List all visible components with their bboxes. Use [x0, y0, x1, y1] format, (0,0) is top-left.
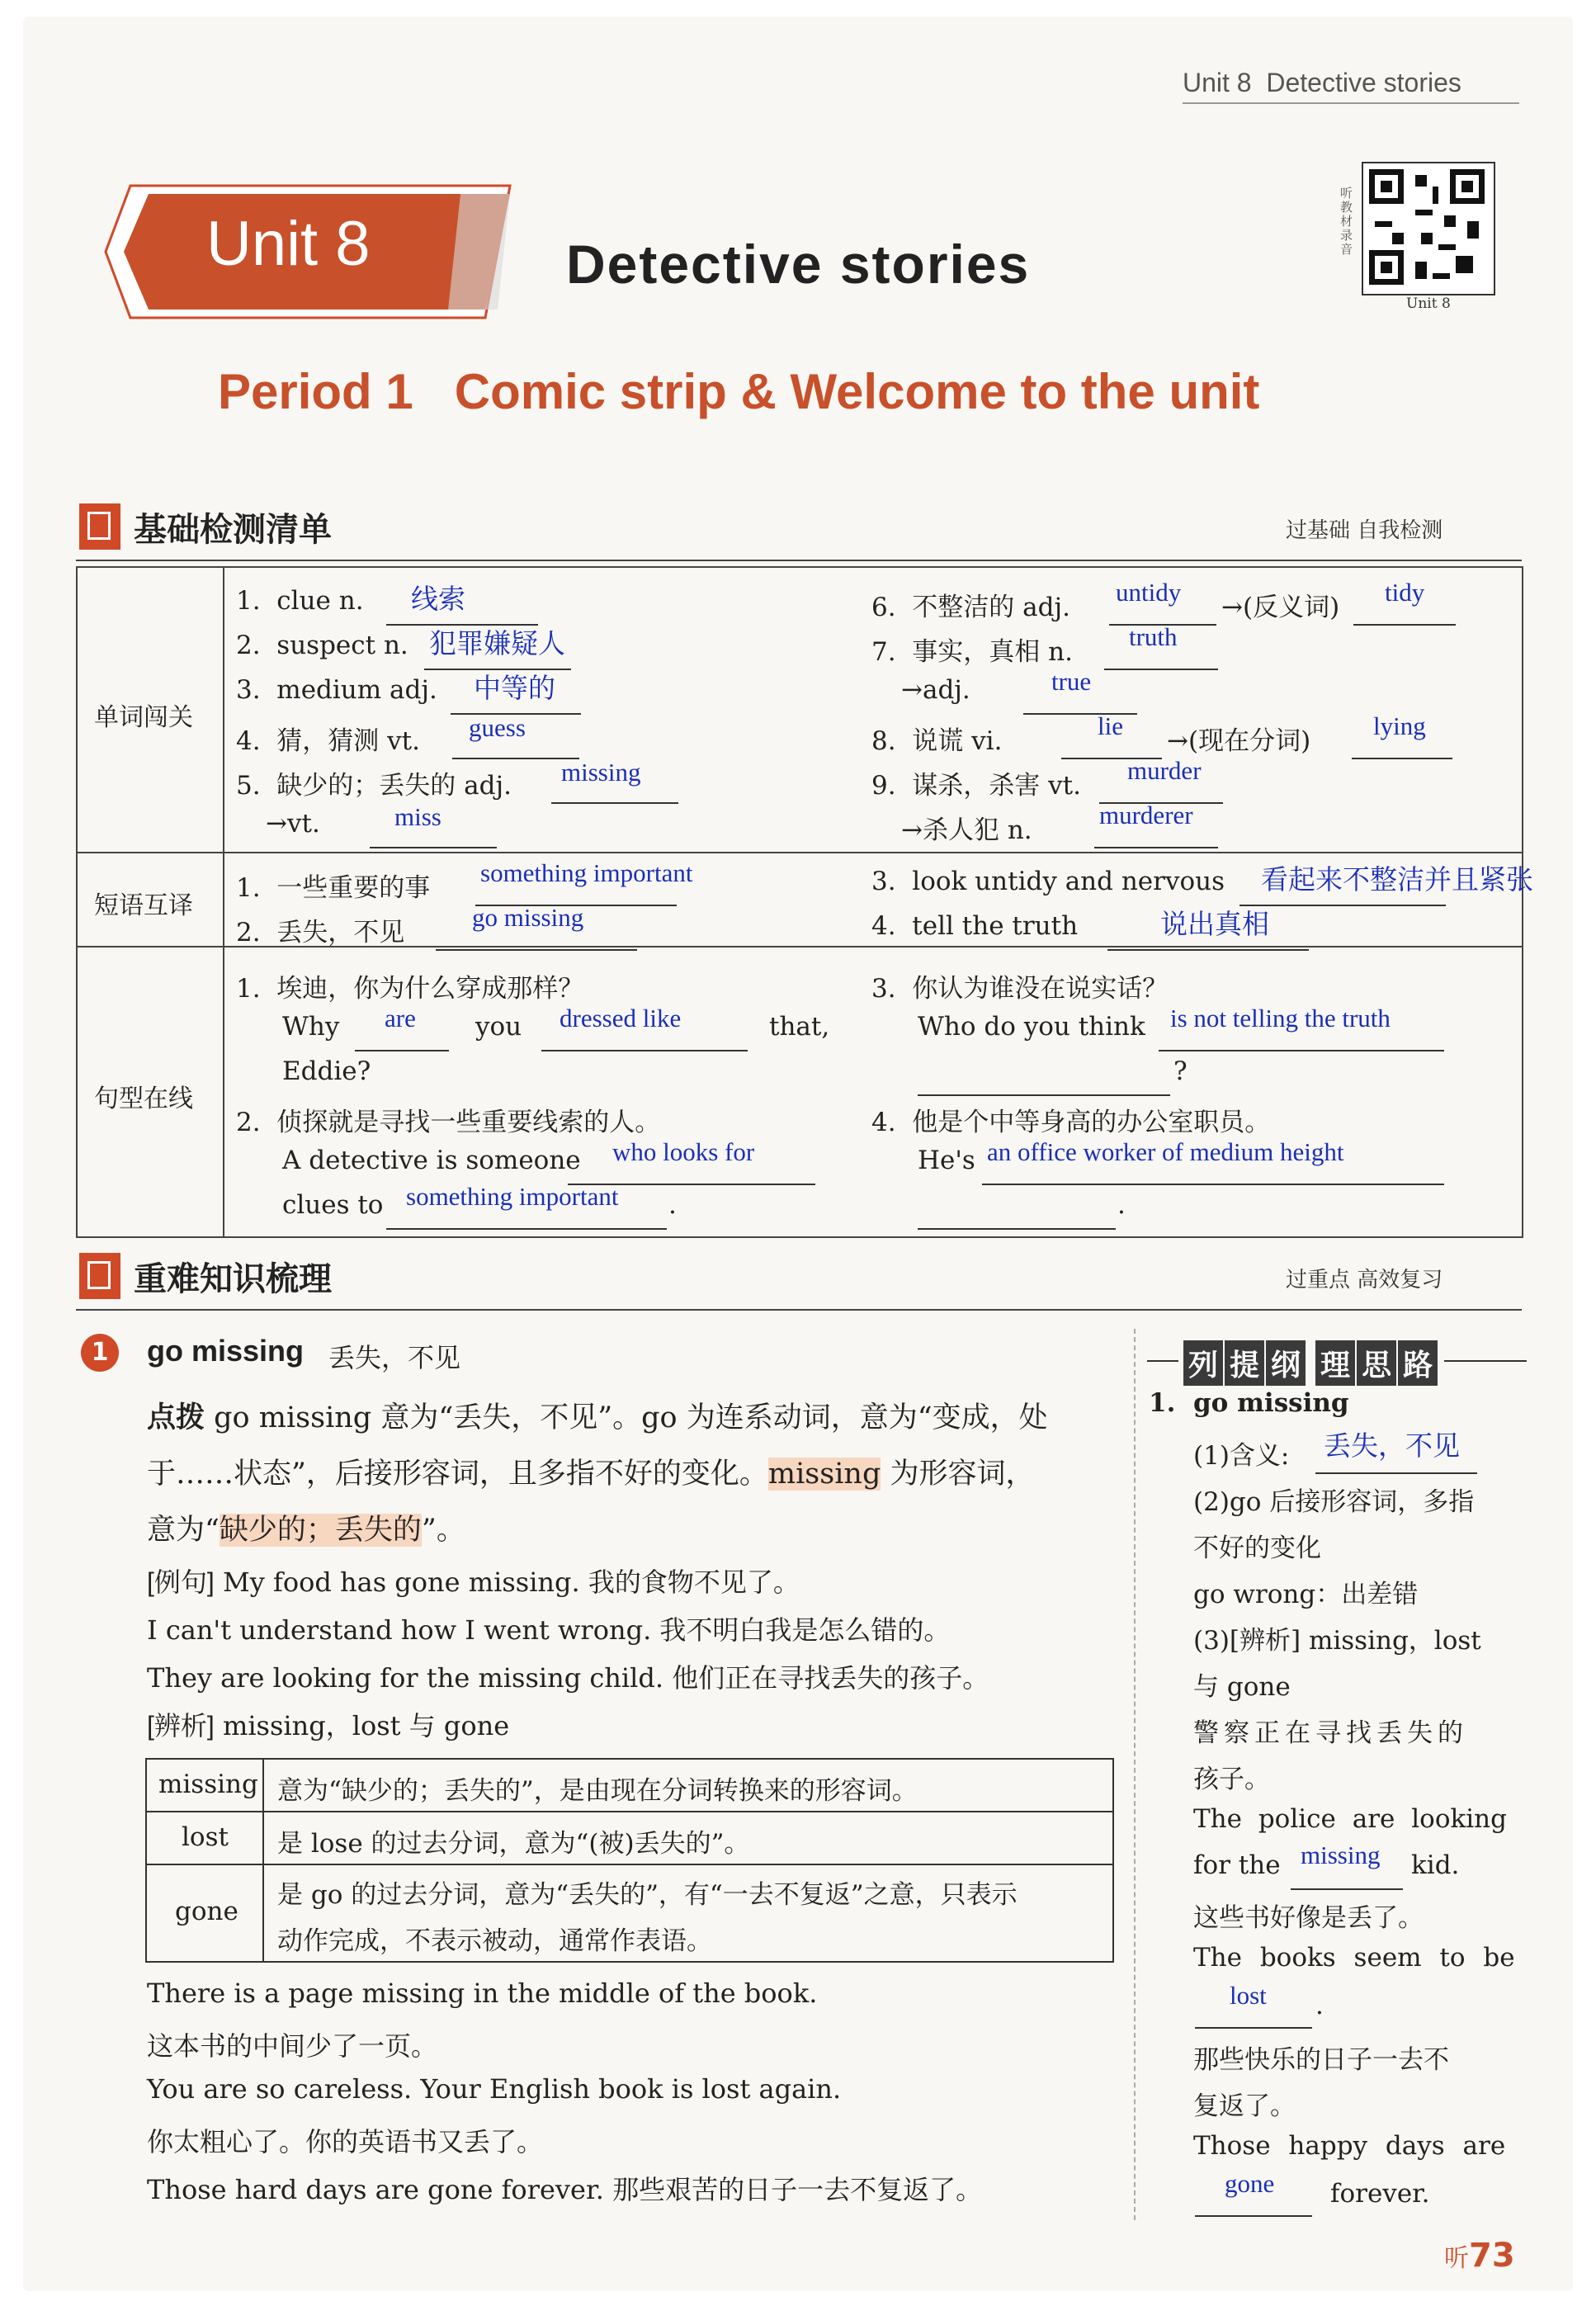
vocab-q9b: →杀人犯 n.: [901, 815, 1032, 845]
phrase-a3: 看起来不整洁并且紧张: [1261, 866, 1533, 895]
sentence4-w1: He's: [918, 1146, 975, 1175]
vocab-q7b: →adj.: [901, 675, 970, 705]
sentence1-a2: dressed like: [560, 1004, 682, 1033]
vocab-a9: murder: [1127, 756, 1202, 785]
bianxi-def-gone-2: 动作完成，不表示被动，通常作表语。: [277, 1926, 712, 1956]
sentence1-w3: that,: [769, 1012, 830, 1042]
section2-right: 过重点 高效复习: [1286, 1268, 1443, 1292]
dianbo-line-1: 点拨 go missing 意为“丢失，不见”。go 为连系动词，意为“变成，处: [147, 1401, 1048, 1434]
banner-title: Detective stories: [566, 234, 1031, 295]
period-title: [218, 363, 1259, 420]
sidebar-a1: 丢失，不见: [1324, 1432, 1460, 1462]
sentence2-w1: A detective is someone: [282, 1146, 581, 1175]
phrases-label: 短语互译: [94, 891, 193, 920]
bianxi-word-gone: gone: [175, 1897, 238, 1926]
phrase-q2: 2. 丢失，不见: [236, 918, 405, 947]
answer-line: [1239, 905, 1446, 906]
answer-line: [1159, 1050, 1444, 1051]
phrase-q3: 3. look untidy and nervous: [871, 867, 1225, 896]
sidebar-l9a: 那些快乐的日子一去不: [1193, 2045, 1449, 2075]
sidebar-l10b: forever.: [1330, 2179, 1430, 2209]
workbook-page: [23, 17, 1573, 2291]
sidebar-l6a: The police are looking: [1193, 1804, 1507, 1834]
qr-caption: Unit 8: [1406, 295, 1451, 312]
vocab-q8: 8. 说谎 vi.: [871, 726, 1003, 756]
answer-line: [1352, 758, 1452, 759]
qr-pattern-icon: [1363, 163, 1490, 291]
sidebar-head: 1. go missing: [1149, 1388, 1349, 1418]
vocab-q5: 5. 缺少的；丢失的 adj.: [236, 771, 512, 801]
answer-line: [370, 847, 497, 848]
sentence3-w1: Who do you think: [918, 1012, 1145, 1042]
vocab-q9: 9. 谋杀，杀害 vt.: [871, 771, 1081, 801]
section1-right: 过基础 自我检测: [1286, 518, 1443, 543]
answer-line: [386, 1228, 667, 1230]
answer-line: [1195, 2027, 1312, 2029]
answer-line: [1353, 624, 1456, 626]
example-3: They are looking for the missing child. 他们正在寻找丢失的孩子。: [147, 1662, 989, 1694]
vocab-a6: untidy: [1116, 578, 1182, 607]
sentence3-a1: is not telling the truth: [1170, 1004, 1391, 1033]
vocab-q2: 2. suspect n.: [236, 631, 408, 660]
answer-line: [1094, 847, 1218, 848]
table-col-divider: [262, 1760, 264, 1961]
table-row-divider: [147, 1811, 1112, 1812]
sentence3-cn: 3. 你认为谁没在说实话？: [871, 974, 1169, 1004]
vocab-a1: 线索: [411, 585, 465, 615]
table-col-divider: [223, 568, 224, 1236]
table-row-divider: [147, 1864, 1112, 1865]
bianxi-def-gone: 是 go 的过去分词，意为“丢失的”，有“一去不复返”之意，只表示: [277, 1880, 1018, 1910]
after-example-2: 这本书的中间少了一页。: [147, 2030, 438, 2062]
sidebar-a8: lost: [1230, 1981, 1267, 2010]
header-title: Detective stories: [1266, 68, 1461, 97]
sidebar-l2a: (2)go 后接形容词，多指: [1193, 1487, 1475, 1517]
sidebar-l4b: 与 gone: [1193, 1672, 1291, 1702]
sidebar-title: 列 提 纲 理 思 路: [1178, 1340, 1444, 1386]
vocab-a8b: lying: [1373, 711, 1426, 740]
bianxi-table: [145, 1758, 1114, 1963]
answer-line: [918, 1094, 1170, 1096]
vocab-a7b: true: [1051, 667, 1092, 696]
sidebar-l8: The books seem to be: [1193, 1943, 1515, 1973]
sentence1-cn: 1. 埃迪，你为什么穿成那样？: [236, 974, 584, 1004]
answer-line: [1315, 1472, 1477, 1474]
sidebar-a6: missing: [1301, 1841, 1381, 1869]
sidebar-l3: go wrong：出差错: [1193, 1580, 1419, 1609]
vocab-a5: missing: [561, 758, 641, 787]
phrase-q1: 1. 一些重要的事: [236, 873, 431, 903]
qr-code[interactable]: [1362, 162, 1495, 295]
running-header: [1183, 68, 1461, 98]
example-2: I can't understand how I went wrong. 我不明白我是怎么错的。: [147, 1614, 951, 1646]
section2-title: 重难知识梳理: [134, 1260, 332, 1298]
sentence1-w2: you: [475, 1012, 522, 1042]
answer-line: [541, 1050, 748, 1051]
sentence2-a2: something important: [406, 1182, 619, 1211]
after-example-5: Those hard days are gone forever. 那些艰苦的日子一去不复返了。: [147, 2174, 983, 2205]
phrase-a4: 说出真相: [1160, 910, 1269, 940]
sidebar-l1: (1)含义:: [1193, 1441, 1290, 1471]
point-number-badge: 1: [81, 1334, 119, 1372]
qr-side-label: 听教材录音: [1340, 186, 1353, 257]
sidebar-l7: 这些书好像是丢了。: [1193, 1903, 1424, 1933]
unit-banner-label: Unit 8: [206, 209, 371, 279]
point1-title-cn: 丢失，不见: [328, 1342, 461, 1373]
highlight-missing: missing: [767, 1458, 881, 1491]
section2-rule: [76, 1309, 1522, 1311]
header-rule: [1183, 102, 1519, 104]
vocab-a9b: murderer: [1099, 801, 1193, 829]
vocab-q3: 3. medium adj.: [236, 675, 437, 705]
sentence1-a1: are: [385, 1004, 416, 1033]
sentence4-a1: an office worker of medium height: [987, 1137, 1344, 1166]
dianbo-line-3: 意为“缺少的；丢失的”。: [147, 1514, 465, 1547]
section-box-icon: [79, 503, 120, 550]
vocab-q6: 6. 不整洁的 adj.: [871, 593, 1070, 622]
answer-line: [1195, 2215, 1312, 2217]
answer-line: [452, 758, 579, 759]
header-unit: Unit 8: [1183, 68, 1252, 97]
answer-line: [551, 802, 678, 804]
vocab-label: 单词闯关: [94, 703, 193, 732]
page-number: 听73: [1444, 2237, 1515, 2275]
sidebar-l4a: (3)[辨析] missing，lost: [1193, 1626, 1481, 1656]
answer-line: [355, 1050, 449, 1051]
example-1: [例句] My food has gone missing. 我的食物不见了。: [147, 1566, 800, 1598]
vocab-a5b: miss: [394, 802, 441, 831]
section1-rule: [76, 560, 1522, 561]
highlight-meaning: 缺少的；丢失的: [219, 1514, 422, 1547]
sidebar-divider: [1134, 1329, 1136, 2220]
bianxi-word-missing: missing: [158, 1770, 258, 1799]
vocab-a2: 犯罪嫌疑人: [429, 630, 565, 659]
sidebar-a10: gone: [1225, 2169, 1275, 2198]
period-subtitle: Comic strip & Welcome to the unit: [454, 364, 1260, 419]
sentence2-cn: 2. 侦探就是寻找一些重要线索的人。: [236, 1108, 661, 1137]
sidebar-dot: .: [1315, 1991, 1324, 2020]
after-example-1: There is a page missing in the middle of the book.: [147, 1978, 818, 2009]
answer-line: [1107, 949, 1309, 951]
sentence1-w4: Eddie?: [282, 1056, 371, 1086]
sentence2-end: .: [668, 1190, 677, 1220]
answer-line: [1104, 669, 1218, 670]
answer-line: [918, 1228, 1116, 1230]
sidebar-l5a: 警察正在寻找丢失的: [1193, 1718, 1468, 1748]
sentence2-a1: who looks for: [612, 1137, 755, 1166]
sentence3-end: ?: [1173, 1056, 1188, 1086]
sidebar-l10: Those happy days are: [1193, 2131, 1506, 2161]
vocab-q4: 4. 猜，猜测 vt.: [236, 726, 420, 756]
sidebar-l5b: 孩子。: [1193, 1765, 1270, 1794]
phrase-a1: something important: [480, 858, 693, 887]
vocab-q5b: →vt.: [266, 809, 320, 839]
period-label: Period 1: [218, 364, 413, 419]
point1-title: go missing: [147, 1334, 305, 1368]
sidebar-l6b1: for the: [1193, 1850, 1281, 1880]
after-example-3: You are so careless. Your English book is lost again.: [147, 2073, 842, 2105]
dianbo-line-2: 于……状态”，后接形容词，且多指不好的变化。missing 为形容词，: [147, 1458, 1035, 1491]
vocab-q8-extra: →(现在分词): [1167, 726, 1311, 756]
sentence4-end: .: [1117, 1190, 1126, 1220]
phrase-a2: go missing: [472, 903, 584, 932]
sidebar-l9b: 复返了。: [1193, 2091, 1296, 2121]
bianxi-def-lost: 是 lose 的过去分词，意为“(被)丢失的”。: [277, 1829, 750, 1859]
sentence2-w2: clues to: [282, 1190, 384, 1220]
sidebar-l2b: 不好的变化: [1193, 1533, 1321, 1563]
sentence1-w1: Why: [282, 1012, 340, 1042]
bianxi-word-lost: lost: [182, 1822, 229, 1852]
bianxi-line: [辨析] missing，lost 与 gone: [147, 1710, 510, 1741]
sidebar-l6b2: kid.: [1411, 1850, 1460, 1880]
vocab-q6-extra: →(反义词): [1221, 593, 1340, 622]
vocab-a4: guess: [469, 713, 526, 742]
vocab-q7: 7. 事实，真相 n.: [871, 637, 1073, 667]
section-box-icon: [79, 1253, 120, 1299]
table-row-divider-1: [78, 852, 1522, 853]
section1-title: 基础检测清单: [134, 511, 332, 549]
answer-line: [1291, 1888, 1403, 1890]
vocab-a6b: tidy: [1385, 578, 1425, 607]
answer-line: [982, 1184, 1444, 1185]
vocab-a8: lie: [1098, 711, 1123, 740]
after-example-4: 你太粗心了。你的英语书又丢了。: [147, 2126, 544, 2157]
phrase-q4: 4. tell the truth: [871, 911, 1079, 941]
sentences-label: 句型在线: [94, 1084, 193, 1113]
sentence4-cn: 4. 他是个中等身高的办公室职员。: [871, 1108, 1271, 1137]
bianxi-def-missing: 意为“缺少的；丢失的”，是由现在分词转换来的形容词。: [277, 1776, 918, 1806]
vocab-q1: 1. clue n.: [236, 586, 364, 616]
vocab-a3: 中等的: [474, 674, 555, 704]
vocab-a7: truth: [1129, 622, 1178, 651]
answer-line: [436, 949, 637, 951]
